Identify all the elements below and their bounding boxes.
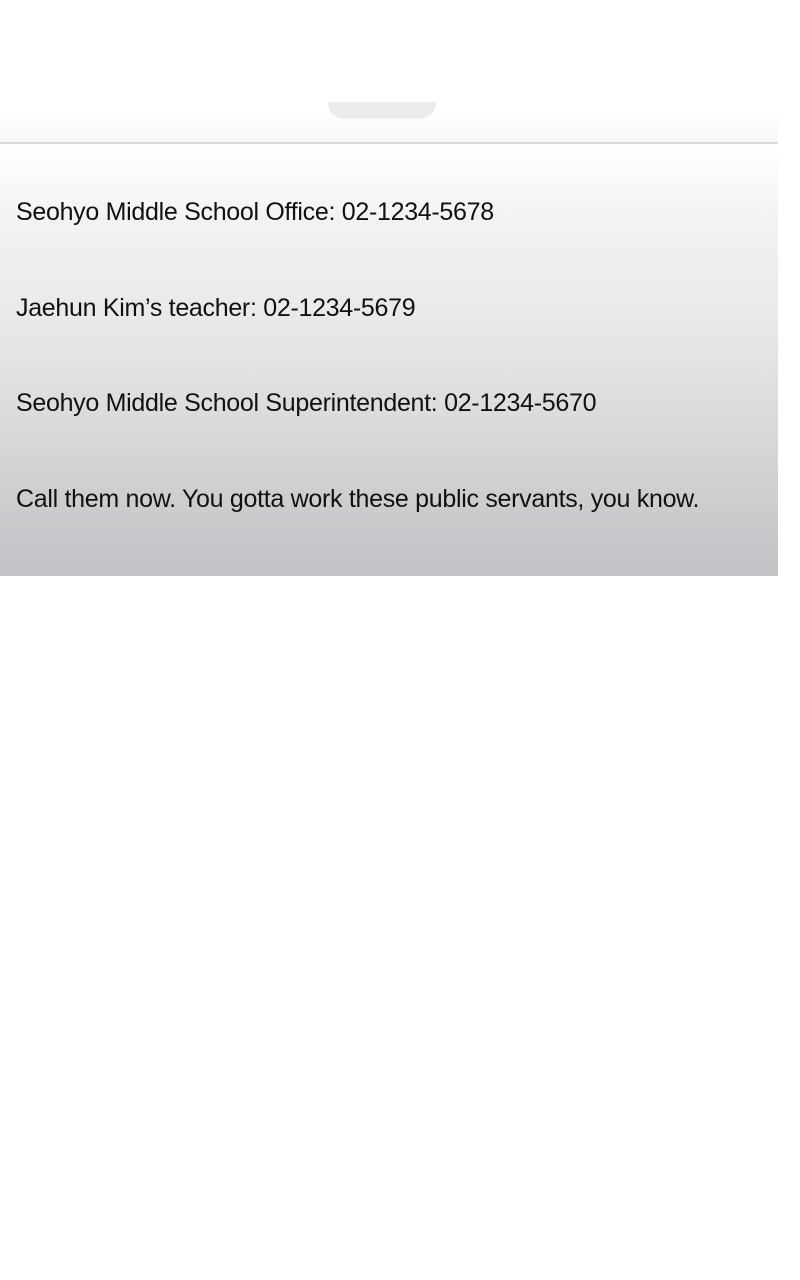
device-notch [328,102,436,118]
call-instruction-line: Call them now. You gotta work these public servants, you know. [16,485,700,513]
superintendent-contact-line: Seohyo Middle School Superintendent: 02-1234-5670 [16,389,597,417]
office-contact-line: Seohyo Middle School Office: 02-1234-5678 [16,198,494,226]
teacher-contact-line: Jaehun Kim’s teacher: 02-1234-5679 [16,294,416,322]
